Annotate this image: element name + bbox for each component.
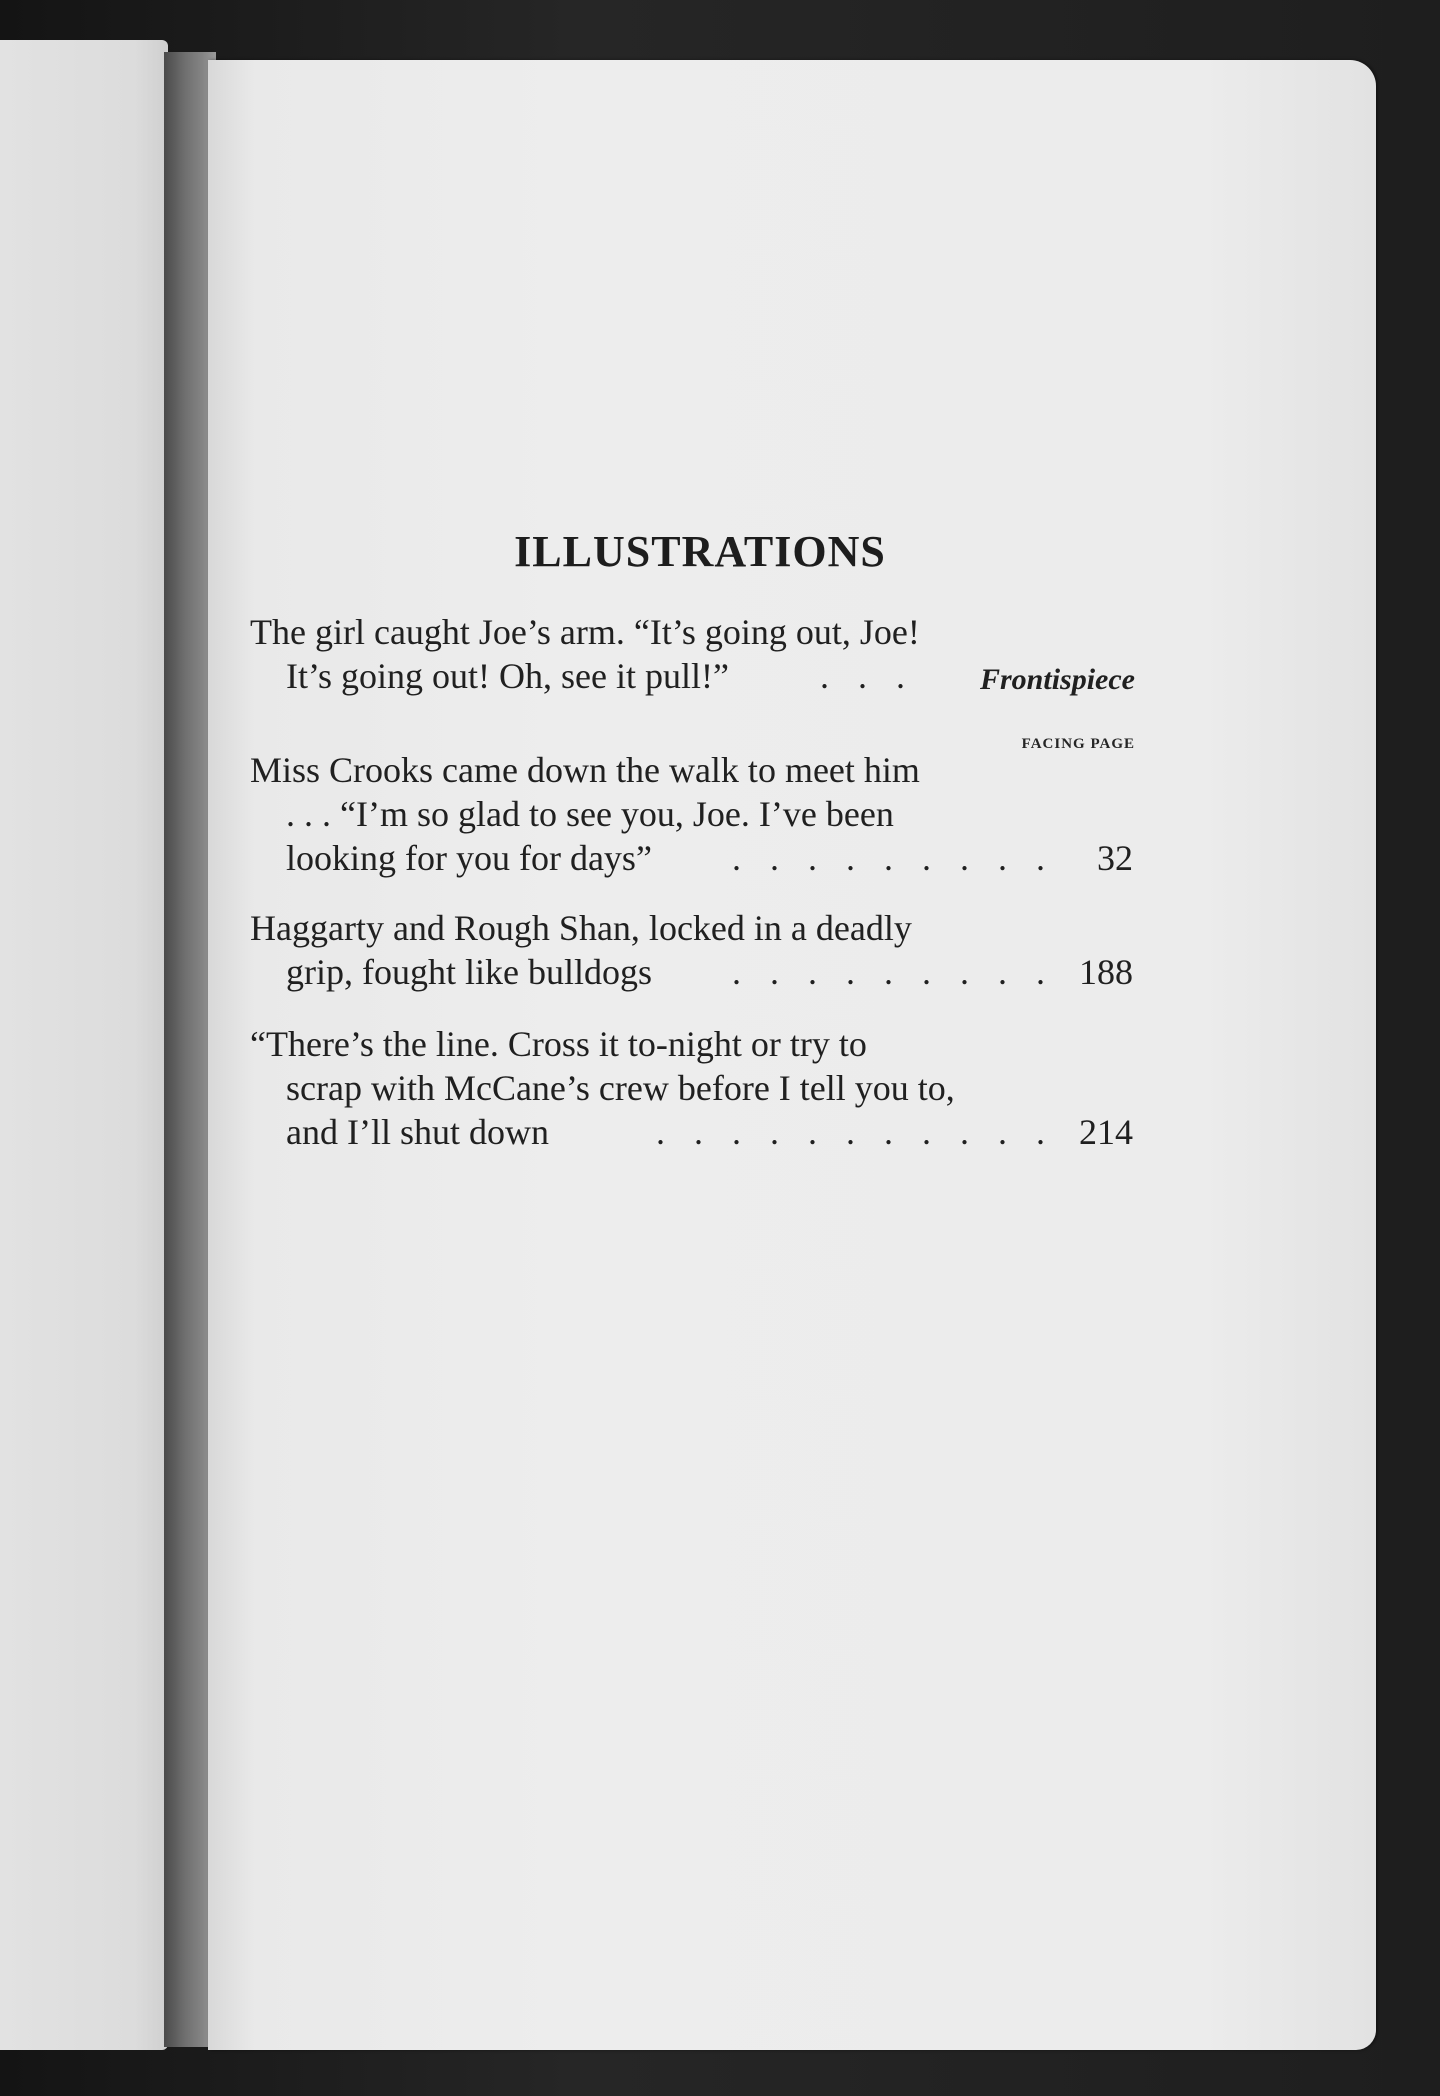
page-reference: Frontispiece	[980, 663, 1135, 696]
illustration-entry	[250, 1022, 1135, 1154]
entry-line-text: grip, fought like bulldogs	[286, 952, 652, 992]
entry-line: . . . “I’m so glad to see you, Joe. I’ve been	[286, 794, 894, 834]
entry-line: “There’s the line. Cross it to-night or try to	[250, 1024, 867, 1064]
entry-line: Miss Crooks came down the walk to meet him	[250, 750, 920, 790]
facing-page-label: FACING PAGE	[1021, 736, 1135, 752]
entry-line	[250, 836, 1135, 880]
entry-line-text: and I’ll shut down	[286, 1112, 549, 1152]
page-reference: 188	[1079, 952, 1133, 992]
dot-leader: . . . . . . . . .	[732, 952, 1055, 992]
dot-leader: . . . . . . . . . . .	[656, 1112, 1055, 1152]
page-reference: 32	[1097, 838, 1133, 878]
dot-leader: . . . . . . . . .	[732, 838, 1055, 878]
left-page-edge	[0, 40, 168, 2050]
entry-line: The girl caught Joe’s arm. “It’s going out, Joe!	[250, 612, 920, 652]
entry-line-text: looking for you for days”	[286, 838, 652, 878]
entry-line: scrap with McCane’s crew before I tell you to,	[286, 1068, 955, 1108]
page-reference: 214	[1079, 1112, 1133, 1152]
entry-line: Haggarty and Rough Shan, locked in a deadly	[250, 908, 912, 948]
illustration-entry	[250, 610, 1135, 698]
illustration-entry	[250, 906, 1135, 994]
entry-line	[250, 654, 1135, 698]
entry-line-text: It’s going out! Oh, see it pull!”	[286, 656, 729, 696]
illustration-entry	[250, 748, 1135, 880]
entry-line	[250, 950, 1135, 994]
dot-leader: . . .	[820, 656, 915, 696]
entry-line	[250, 1110, 1135, 1154]
page-heading: ILLUSTRATIONS	[514, 527, 886, 576]
